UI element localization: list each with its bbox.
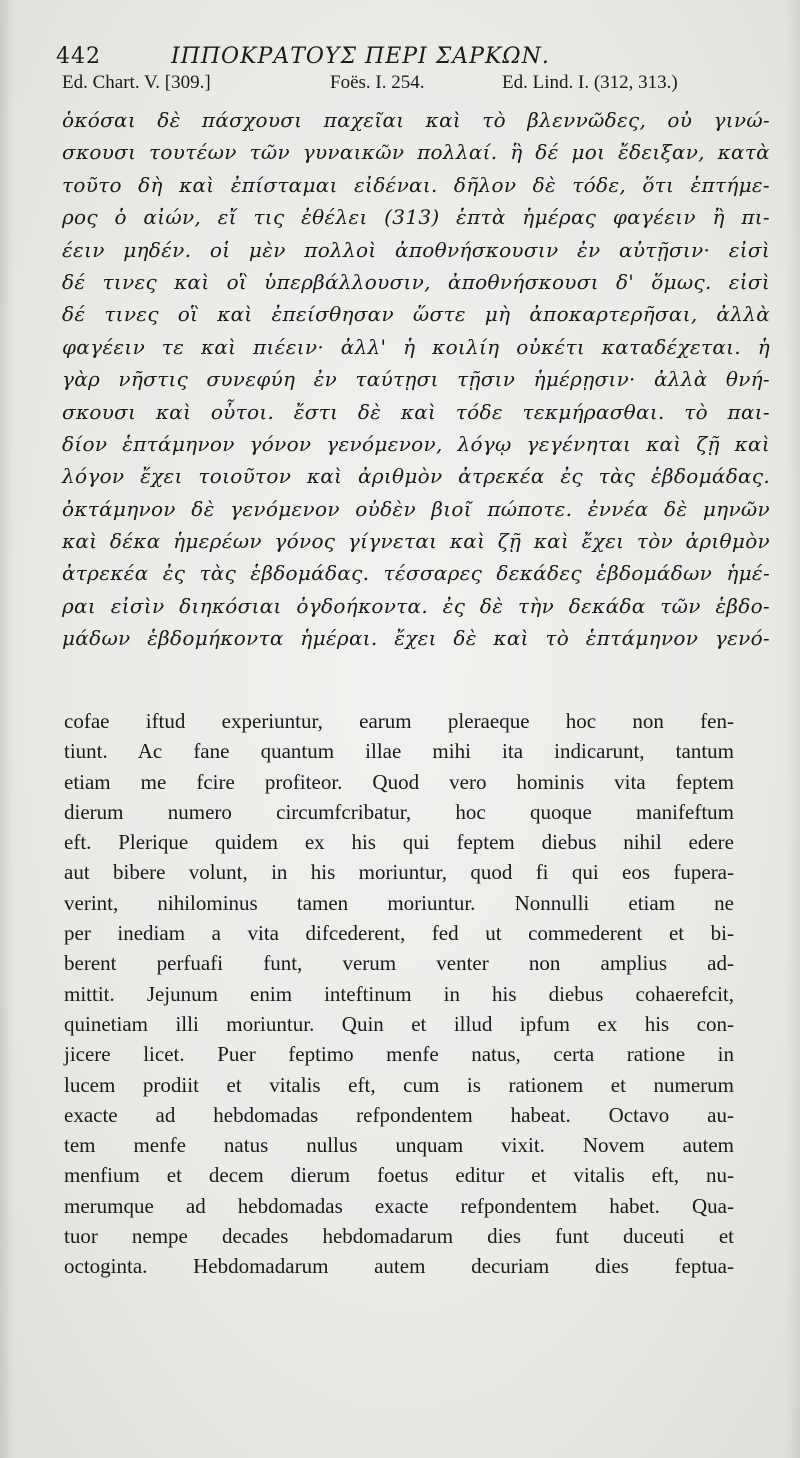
greek-line: ὁκόσαι δὲ πάσχουσι παχεῖαι καὶ τὸ βλεννῶδες, οὐ γινώ- xyxy=(62,108,770,132)
latin-line: tiunt. Ac fane quantum illae mihi ita indicarunt, tantum xyxy=(64,739,734,764)
latin-line: mittit. Jejunum enim inteftinum in his diebus cohaerefcit, xyxy=(64,981,734,1006)
greek-line: λόγον ἔχει τοιοῦτον καὶ ἀριθμὸν ἀτρεκέα ἐς τὰς ἑβδομάδας. xyxy=(62,464,770,489)
greek-line: δέ τινες οἳ καὶ ἐπείσθησαν ὥστε μὴ ἀποκαρτερῆσαι, ἀλλὰ xyxy=(62,302,770,327)
latin-line: per inediam a vita difcederent, fed ut commederent et bi- xyxy=(64,921,734,946)
latin-line: eft. Plerique quidem ex his qui feptem diebus nihil edere xyxy=(64,830,734,855)
greek-line: τοῦτο δὴ καὶ ἐπίσταμαι εἰδέναι. δῆλον δὲ τόδε, ὅτι ἑπτήμε- xyxy=(62,172,770,197)
latin-line: berent perfuafi funt, verum venter non amplius ad- xyxy=(64,951,734,976)
edition-linden-ref: Ed. Lind. I. (312, 313.) xyxy=(502,72,678,93)
latin-line: octoginta. Hebdomadarum autem decuriam dies feptua- xyxy=(64,1254,734,1279)
latin-line: verint, nihilominus tamen moriuntur. Nonnulli etiam ne xyxy=(64,890,734,915)
latin-line: jicere licet. Puer feptimo menfe natus, certa ratione in xyxy=(64,1042,734,1067)
greek-line: καὶ δέκα ἡμερέων γόνος γίγνεται καὶ ζῇ καὶ ἔχει τὸν ἀριθμὸν xyxy=(62,529,770,554)
greek-line: μάδων ἑβδομήκοντα ἡμέραι. ἔχει δὲ καὶ τὸ ἑπτάμηνον γενό- xyxy=(62,626,770,651)
greek-line: δέ τινες καὶ οἳ ὑπερβάλλουσιν, ἀποθνήσκουσι δ' ὅμως. εἰσὶ xyxy=(62,269,770,294)
edition-foes-ref: Foës. I. 254. xyxy=(330,72,425,93)
greek-line: σκουσι καὶ οὗτοι. ἔστι δὲ καὶ τόδε τεκμήρασθαι. τὸ παι- xyxy=(62,399,770,424)
greek-line: ὀκτάμηνον δὲ γενόμενον οὐδὲν βιοῖ πώποτε. ἐννέα δὲ μηνῶν xyxy=(62,496,770,521)
latin-line: aut bibere volunt, in his moriuntur, quod fi qui eos fupera- xyxy=(64,860,734,885)
running-title: ΙΠΠΟΚΡΑΤΟΥΣ ΠΕΡΙ ΣΑΡΚΩΝ. xyxy=(171,44,550,69)
gutter-shadow xyxy=(0,0,14,1458)
outer-edge-shadow xyxy=(786,0,800,1458)
greek-line: ρος ὁ αἰών, εἴ τις ἐθέλει (313) ἑπτὰ ἡμέρας φαγέειν ἢ πι- xyxy=(62,205,770,230)
latin-line: merumque ad hebdomadas exacte refpondentem habet. Qua- xyxy=(64,1193,734,1218)
greek-line: φαγέειν τε καὶ πιέειν· ἀλλ' ἡ κοιλίη οὐκέτι καταδέχεται. ἡ xyxy=(62,334,770,359)
latin-line: tuor nempe decades hebdomadarum dies funt duceuti et xyxy=(64,1224,734,1249)
greek-line: σκουσι τουτέων τῶν γυναικῶν πολλαί. ἣ δέ μοι ἔδειξαν, κατὰ xyxy=(62,140,770,165)
greek-line: δίον ἑπτάμηνον γόνον γενόμενον, λόγῳ γεγένηται καὶ ζῇ καὶ xyxy=(62,431,770,456)
latin-line: dierum numero circumfcribatur, hoc quoque manifeftum xyxy=(64,799,734,824)
page-number: 442 xyxy=(56,44,101,69)
latin-line: etiam me fcire profiteor. Quod vero hominis vita feptem xyxy=(64,769,734,794)
latin-line: tem menfe natus nullus unquam vixit. Novem autem xyxy=(64,1133,734,1158)
greek-text-block xyxy=(62,104,770,655)
latin-line: menfium et decem dierum foetus editur et vitalis eft, nu- xyxy=(64,1163,734,1188)
greek-line: έειν μηδέν. οἱ μὲν πολλοὶ ἀποθνήσκουσιν ἐν αὐτῇσιν· εἰσὶ xyxy=(62,237,770,262)
latin-line: quinetiam illi moriuntur. Quin et illud ipfum ex his con- xyxy=(64,1011,734,1036)
edition-chartier-ref: Ed. Chart. V. [309.] xyxy=(62,72,211,93)
latin-line: lucem prodiit et vitalis eft, cum is rationem et numerum xyxy=(64,1072,734,1097)
greek-line: γὰρ νῆστις συνεφύη ἐν ταύτῃσι τῇσιν ἡμέρῃσιν· ἀλλὰ θνή- xyxy=(62,367,770,392)
latin-line: cofae iftud experiuntur, earum pleraeque hoc non fen- xyxy=(64,709,734,733)
greek-line: ἀτρεκέα ἐς τὰς ἑβδομάδας. τέσσαρες δεκάδες ἑβδομάδων ἡμέ- xyxy=(62,561,770,586)
latin-line: exacte ad hebdomadas refpondentem habeat. Octavo au- xyxy=(64,1102,734,1127)
latin-translation-block xyxy=(64,706,734,1282)
greek-line: ραι εἰσὶν διηκόσιαι ὀγδοήκοντα. ἐς δὲ τὴν δεκάδα τῶν ἑβδο- xyxy=(62,593,770,618)
edition-references xyxy=(62,72,770,100)
